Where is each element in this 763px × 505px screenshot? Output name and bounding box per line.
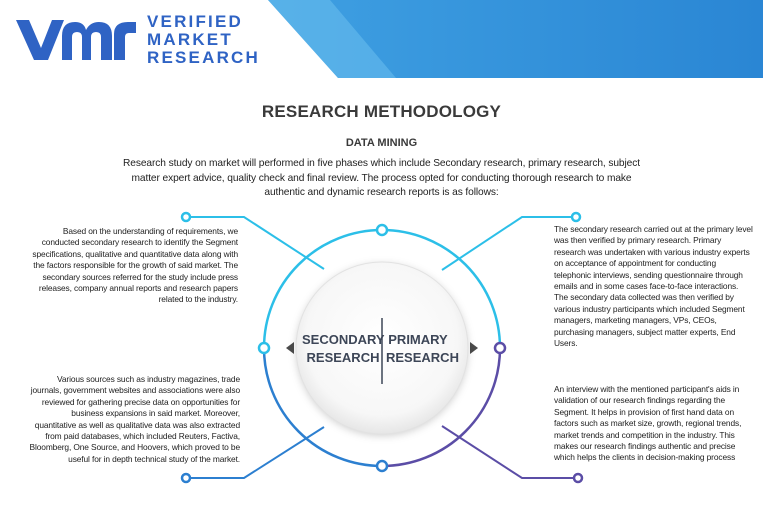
left-arrow-icon	[286, 342, 294, 354]
primary-research-label	[386, 331, 459, 367]
secondary-label-line1: SECONDARY	[302, 332, 385, 347]
logo-line-verified: VERIFIED	[147, 12, 244, 31]
primary-label-line2: RESEARCH	[386, 350, 459, 365]
logo-line-research: RESEARCH	[147, 48, 261, 67]
secondary-research-label	[302, 331, 384, 367]
paragraph-bottom-left: Various sources such as industry magazines, trade journals, government websites and associations were also reviewed for gathering precise data on opportunities for business expansions in said market. Moreover, quantitative as well as qualitative data was also extracted from paid databases, which included Reuters, Factiva, Bloomberg, One Source, and Hoovers, which proved to be useful for in depth technical study of the market.	[29, 374, 240, 464]
arc-top-dot	[377, 225, 387, 235]
secondary-label-line2: RESEARCH	[306, 350, 380, 365]
arc-right-dot	[495, 343, 505, 353]
primary-label-line1: PRIMARY	[388, 332, 448, 347]
node-bottom-right-dot	[574, 474, 582, 482]
node-top-left-dot	[182, 213, 190, 221]
paragraph-bottom-right: An interview with the mentioned participant's aids in validation of our research findings regarding the Segment. It helps in provision of first hand data on factors such as market size, growth, regional trends, market trends and competition in the industry. This makes our research findings authentic and precise which helps the clients in decision-making process	[554, 384, 742, 463]
logo-line-market: MARKET	[147, 30, 233, 49]
right-arrow-icon	[470, 342, 478, 354]
node-top-right-dot	[572, 213, 580, 221]
intro-text: Research study on market will performed in five phases which include Secondary research, primary research, subject matter expert advice, quality check and final review. The process opted for conducting thorough research to make authentic and dynamic research reports is as follows:	[123, 158, 640, 198]
paragraph-top-right: The secondary research carried out at the primary level was then verified by primary research. Primary research was undertaken with various industry experts on acceptance of appointment for conducting telephonic interviews, sending questionnaire through emails and in some cases face-to-face interactions. The secondary data collected was then verified by various industry participants which included Segment managers, marketing managers, VPs, CEOs, purchasing managers, subject matter experts, End Users.	[554, 224, 753, 349]
arc-left-dot	[259, 343, 269, 353]
node-bottom-left-dot	[182, 474, 190, 482]
section-subtitle: DATA MINING	[345, 137, 418, 149]
arc-bottom-dot	[377, 461, 387, 471]
paragraph-top-left: Based on the understanding of requirements, we conducted secondary research to identify the Segment specifications, qualitative and quantitative data along with the factors responsible for the growth of said market. The secondary sources referred for the study include press releases, company annual reports and research papers related to the industry.	[32, 226, 238, 305]
page-title: RESEARCH METHODOLOGY	[261, 102, 502, 121]
